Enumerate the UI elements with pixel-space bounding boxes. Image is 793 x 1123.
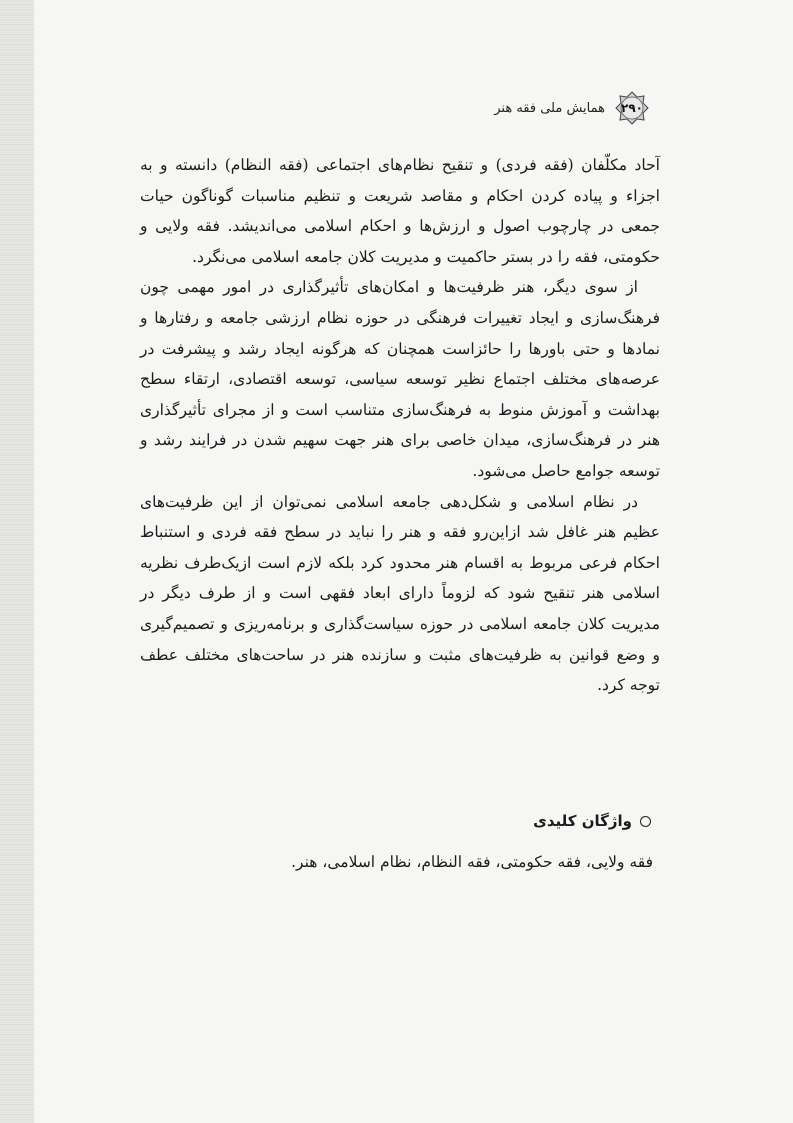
keywords-list: فقه ولایی، فقه حکومتی، فقه النظام، نظام اسلامی، هنر.	[291, 853, 653, 871]
page-header	[494, 88, 649, 128]
page-number: ۲۹۰	[621, 101, 643, 115]
circle-bullet-icon	[640, 816, 651, 827]
scan-edge-shadow	[0, 0, 34, 1123]
running-title: همایش ملی فقه هنر	[494, 100, 605, 116]
keywords-heading	[533, 812, 651, 830]
paragraph-3: در نظام اسلامی و شکل‌دهی جامعه اسلامی نمی‌توان از این ظرفیت‌های عظیم هنر غافل شد ازاین‌رو فقه و هنر را نباید در سطح فقه فردی و استنباط احکام فرعی مربوط به اقسام هنر محدود کرد بلکه لازم است ازیک‌طرف نظریه اسلامی هنر تنقیح شود که لزوماً دارای ابعاد فقهی است و از طرف دیگر در مدیریت کلان جامعه اسلامی در حوزه سیاست‌گذاری و برنامه‌ریزی و تصمیم‌گیری و وضع قوانین به ظرفیت‌های مثبت و سازنده هنر در ساحت‌های مختلف عطف توجه کرد.	[140, 492, 660, 695]
body-text	[140, 150, 660, 701]
paragraph-2: از سوی دیگر، هنر ظرفیت‌ها و امکان‌های تأثیرگذاری در امور مهمی چون فرهنگ‌سازی و ایجاد تغییرات فرهنگی در حوزه نظام ارزشی جامعه و رفتارها و نمادها و حتی باورها را حائزاست همچنان که هرگونه ایجاد رشد و پیشرفت در عرصه‌های مختلف اجتماع نظیر توسعه سیاسی، توسعه اقتصادی، ارتقاء سطح بهداشت و آموزش منوط به فرهنگ‌سازی متناسب است و از مجرای تأثیرگذاری هنر در فرهنگ‌سازی، میدان خاصی برای هنر جهت سهیم شدن در فرایند رشد و توسعه جوامع حاصل می‌شود.	[140, 278, 660, 480]
keywords-heading-label: واژگان کلیدی	[533, 812, 632, 830]
paragraph-1: آحاد مکلّفان (فقه فردی) و تنقیح نظام‌های اجتماعی (فقه النظام) دانسته و به اجزاء و پیاده کردن احکام و مقاصد شریعت و تنظیم مناسبات گوناگون حیات جمعی در چارچوب اصول و ارزش‌ها و احکام اسلامی می‌اندیشد. فقه ولایی و حکومتی، فقه را در بستر حاکمیت و مدیریت کلان جامعه اسلامی می‌نگرد.	[140, 156, 660, 266]
page-number-ornament	[615, 91, 649, 125]
